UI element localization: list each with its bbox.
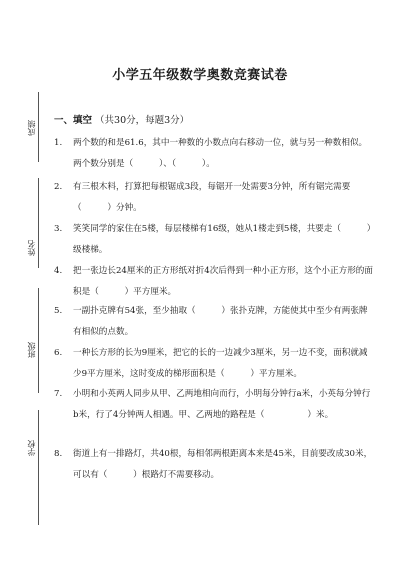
- question-number: 6.: [54, 348, 63, 358]
- question-text: 有三根木料，打算把每根锯成3段，每锯开一处需要3分钟，所有锯完需要（ ）分钟。: [73, 182, 351, 213]
- question-text: 两个数的和是61.6，其中一种数的小数点向右移动一位，就与另一种数相似。两个数分别是（ ）、（ ）。: [73, 138, 368, 169]
- question-text: 街道上有一排路灯，共40根，每相邻两根距离本来是45米，目前要改成30米，可以有（ ）根路灯不需要移动。: [73, 449, 373, 480]
- margin-line: [38, 288, 39, 393]
- question-5: [54, 301, 374, 343]
- question-7: [54, 384, 374, 426]
- margin-label-name: 姓名: [27, 240, 36, 256]
- question-3: [54, 219, 374, 261]
- margin-line: [38, 410, 39, 525]
- question-text: 把一张边长24厘米的正方形纸对折4次后得到一种小正方形，这个小正方形的面积是（ ）平方厘米。: [73, 266, 373, 297]
- margin-label-school: 学校: [27, 440, 36, 456]
- question-text: 笑笑同学的家住在5楼，每层楼梯有16级，她从1楼走到5楼，共要走（ ）级楼梯。: [73, 224, 372, 255]
- margin-label-score: 成绩: [27, 120, 36, 136]
- margin-label-class: 班级: [27, 342, 36, 358]
- question-number: 4.: [54, 266, 63, 276]
- question-4: [54, 261, 374, 303]
- page-title: 小学五年级数学奥数竞赛试卷: [112, 68, 288, 83]
- section-note: （共30分，每题3分）: [95, 115, 190, 126]
- question-number: 8.: [54, 449, 63, 459]
- question-number: 3.: [54, 224, 63, 234]
- section-heading: [54, 112, 189, 126]
- question-text: 一副扑克牌有54张，至少抽取（ ）张扑克牌，方能使其中至少有两张牌有相似的点数。: [73, 306, 368, 337]
- question-1: [54, 133, 374, 175]
- question-number: 5.: [54, 306, 63, 316]
- question-text: 一种长方形的长为9厘米，把它的长的一边减少3厘米，另一边不变，面积就减少9平方厘米，这时变成的梯形面积是（ ）平方厘米。: [73, 348, 368, 379]
- question-number: 1.: [54, 138, 63, 148]
- question-6: [54, 343, 374, 385]
- question-text: 小明和小英两人同步从甲、乙两地相向而行，小明每分钟行a米，小英每分钟行b米，行了4分钟两人相遇。甲、乙两地的路程是（ ）米。: [73, 389, 371, 420]
- question-8: [54, 444, 374, 486]
- question-number: 7.: [54, 389, 63, 399]
- question-2: [54, 177, 374, 219]
- section-label: 一、填空: [54, 115, 93, 126]
- question-number: 2.: [54, 182, 63, 192]
